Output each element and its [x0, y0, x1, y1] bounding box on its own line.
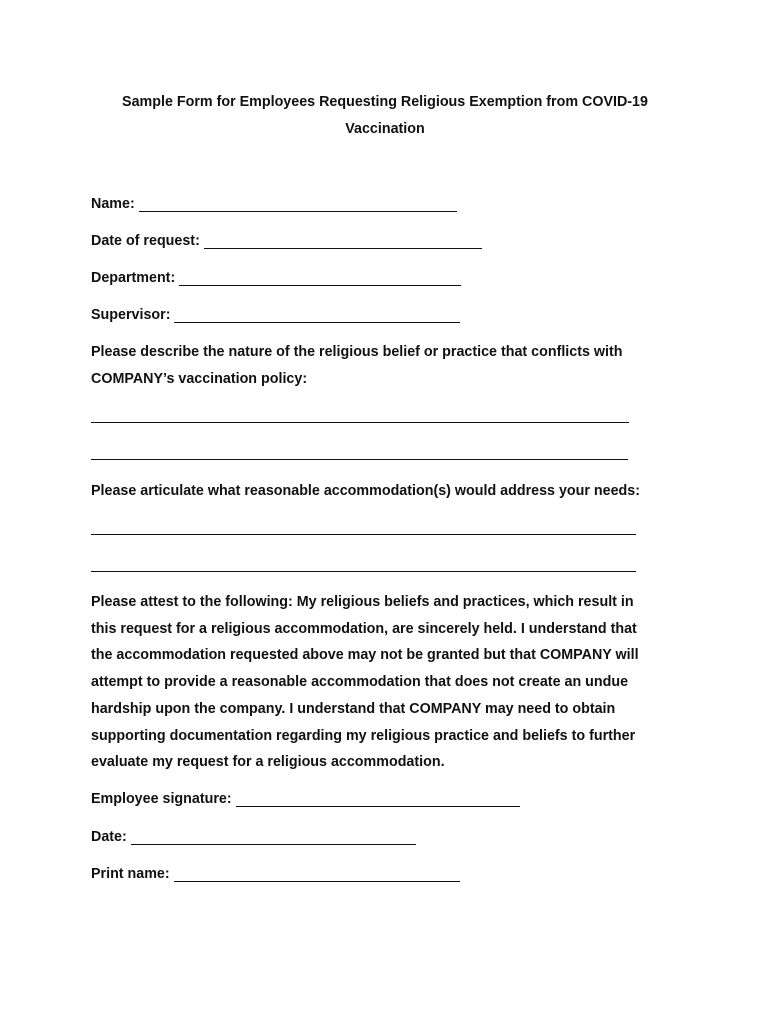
- answer-line-1[interactable]: [91, 422, 629, 423]
- date-field[interactable]: [91, 829, 416, 845]
- form-title-line1: Sample Form for Employees Requesting Religious Exemption from COVID-19: [122, 94, 648, 110]
- department-input-line[interactable]: [179, 271, 461, 286]
- print-name-input-line[interactable]: [174, 867, 460, 882]
- supervisor-input-line[interactable]: [174, 308, 460, 323]
- date-of-request-field[interactable]: [91, 233, 482, 249]
- name-field[interactable]: [91, 196, 457, 212]
- date-of-request-input-line[interactable]: [204, 234, 482, 249]
- department-field[interactable]: [91, 270, 461, 286]
- answer-line-2[interactable]: [91, 459, 628, 460]
- employee-signature-label: Employee signature:: [91, 791, 232, 807]
- name-label: Name:: [91, 196, 135, 212]
- attestation-line: this request for a religious accommodation, are sincerely held. I understand that: [91, 620, 637, 637]
- employee-signature-input-line[interactable]: [236, 792, 520, 807]
- print-name-label: Print name:: [91, 866, 170, 882]
- attestation-line: hardship upon the company. I understand that COMPANY may need to obtain: [91, 700, 616, 717]
- employee-signature-field[interactable]: [91, 791, 520, 807]
- date-input-line[interactable]: [131, 830, 416, 845]
- supervisor-label: Supervisor:: [91, 307, 171, 323]
- question-accommodation: Please articulate what reasonable accommodation(s) would address your needs:: [91, 483, 641, 499]
- answer-line-4[interactable]: [91, 571, 636, 572]
- date-label: Date:: [91, 829, 127, 845]
- question-religious-belief-line1: Please describe the nature of the religious belief or practice that conflicts with: [91, 344, 623, 360]
- attestation-line: supporting documentation regarding my religious practice and beliefs to further: [91, 727, 636, 744]
- date-of-request-label: Date of request:: [91, 233, 200, 249]
- attestation-line: attempt to provide a reasonable accommodation that does not create an undue: [91, 674, 629, 691]
- question-religious-belief-line2: COMPANY’s vaccination policy:: [91, 371, 308, 387]
- attestation-line: Please attest to the following: My religious beliefs and practices, which result in: [91, 594, 634, 610]
- attestation-line: the accommodation requested above may not be granted but that COMPANY will: [91, 647, 639, 664]
- supervisor-field[interactable]: [91, 307, 460, 323]
- print-name-field[interactable]: [91, 866, 460, 882]
- department-label: Department:: [91, 270, 176, 286]
- attestation-paragraph: [91, 589, 681, 776]
- attestation-line: evaluate my request for a religious accommodation.: [91, 754, 445, 771]
- form-title-line2: Vaccination: [345, 121, 425, 137]
- name-input-line[interactable]: [139, 197, 457, 212]
- answer-line-3[interactable]: [91, 534, 636, 535]
